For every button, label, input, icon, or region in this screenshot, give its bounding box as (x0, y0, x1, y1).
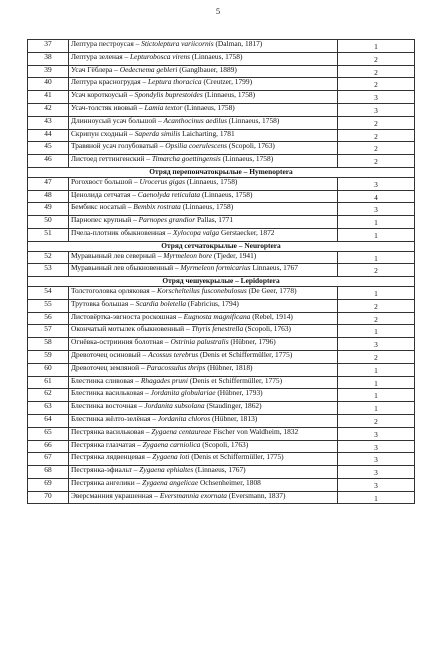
species-name (69, 116, 338, 129)
latin-name: Oedecnema gebleri (119, 64, 178, 74)
author-citation: (Denis et Schiffermüller, 1775) (189, 452, 284, 462)
latin-name: Zygaena centaureae (151, 426, 212, 436)
species-name (69, 440, 338, 453)
species-name (69, 350, 338, 363)
category-value: 1 (338, 491, 415, 504)
table-row (28, 402, 415, 415)
category-value: 1 (338, 251, 415, 264)
table-row (28, 350, 415, 363)
author-citation: Pallas, 1771 (195, 215, 234, 225)
russian-name: Лептура зеленая – (71, 51, 131, 61)
species-name (69, 402, 338, 415)
species-name (69, 216, 338, 229)
category-value: 1 (338, 402, 415, 415)
russian-name: Блестинка жёлто-зелёная – (71, 413, 158, 423)
russian-name: Усач-толстяк ивовый – (71, 102, 145, 112)
table-row (28, 177, 415, 190)
latin-name: Jordanita chloros (157, 413, 211, 423)
row-number: 45 (28, 142, 69, 155)
author-citation: (Hübner, 1796) (228, 337, 276, 347)
latin-name: Lepturobosca virens (130, 51, 191, 61)
author-citation: (Linnaeus, 1758) (202, 90, 256, 100)
table-row (28, 116, 415, 129)
russian-name: Парнопес крупный – (71, 215, 139, 225)
row-number: 48 (28, 190, 69, 203)
row-number: 67 (28, 453, 69, 466)
table-row (28, 325, 415, 338)
category-value: 2 (338, 155, 415, 168)
latin-name: Eversmannia exornata (159, 490, 227, 500)
latin-name: Acanthocinus aedilus (163, 115, 227, 125)
latin-name: Rhagades pruni (140, 375, 188, 385)
section-title: Отряд чешуекрылые – Lepidoptera (28, 277, 415, 287)
species-name (69, 78, 338, 91)
table-row (28, 103, 415, 116)
table-row (28, 491, 415, 504)
author-citation: (Linnaeus, 1758) (180, 202, 234, 212)
row-number: 56 (28, 312, 69, 325)
row-number: 44 (28, 129, 69, 142)
latin-name: Zygaena carniolica (142, 439, 201, 449)
category-value: 2 (338, 116, 415, 129)
species-name (69, 203, 338, 216)
author-citation: (Scopoli, 1763) (200, 439, 249, 449)
category-value: 1 (338, 389, 415, 402)
category-value: 2 (338, 65, 415, 78)
table-row (28, 376, 415, 389)
species-name (69, 478, 338, 491)
category-value: 3 (338, 91, 415, 104)
russian-name: Блестинка восточная – (71, 401, 145, 411)
species-name (69, 177, 338, 190)
russian-name: Листовёртка-эвгноста роскошная – (71, 311, 184, 321)
row-number: 49 (28, 203, 69, 216)
category-value: 1 (338, 216, 415, 229)
author-citation: (Staudinger, 1862) (204, 401, 262, 411)
table-row (28, 251, 415, 264)
row-number: 65 (28, 427, 69, 440)
latin-name: Timarcha goettingensis (151, 154, 221, 164)
author-citation: (Tjeder, 1941) (212, 250, 257, 260)
row-number: 60 (28, 363, 69, 376)
row-number: 37 (28, 40, 69, 53)
author-citation: (Fabricius, 1794) (186, 298, 239, 308)
category-value: 2 (338, 312, 415, 325)
species-name (69, 91, 338, 104)
row-number: 53 (28, 264, 69, 277)
row-number: 57 (28, 325, 69, 338)
row-number: 50 (28, 216, 69, 229)
russian-name: Скрипун сходный – (71, 128, 135, 138)
latin-name: Korschelteilus fusconebulosus (157, 285, 247, 295)
category-value: 1 (338, 286, 415, 299)
category-value: 2 (338, 299, 415, 312)
species-name (69, 190, 338, 203)
latin-name: Myrmeleon bore (163, 250, 213, 260)
author-citation: (Linnaeus, 1767) (193, 465, 246, 475)
russian-name: Блестинка васильковая – (71, 388, 151, 398)
author-citation: (Linnaeus, 1758) (182, 102, 235, 112)
author-citation: Fischer von Waldheim, 1832 (211, 426, 299, 436)
species-table (27, 39, 415, 504)
russian-name: Усач Гёблера – (71, 64, 120, 74)
latin-name: Lamia textor (144, 102, 183, 112)
author-citation: (Linnaeus, 1758) (226, 115, 280, 125)
row-number: 63 (28, 402, 69, 415)
species-name (69, 466, 338, 479)
row-number: 58 (28, 338, 69, 351)
category-value: 3 (338, 466, 415, 479)
latin-name: Bembix rostrata (133, 202, 181, 212)
row-number: 54 (28, 286, 69, 299)
row-number: 59 (28, 350, 69, 363)
species-name (69, 286, 338, 299)
latin-name: Opsilia coerulescens (165, 141, 228, 151)
russian-name: Пестрянка глазчатая – (71, 439, 143, 449)
russian-name: Огнёвка-острииния болотная – (71, 337, 171, 347)
species-name (69, 299, 338, 312)
author-citation: (Linnaeus, 1758) (200, 189, 253, 199)
category-value: 3 (338, 103, 415, 116)
species-name (69, 491, 338, 504)
russian-name: Ценолида сетчатая – (71, 189, 138, 199)
table-row (28, 78, 415, 91)
author-citation: (De Geer, 1778) (246, 285, 297, 295)
category-value: 2 (338, 142, 415, 155)
latin-name: Jordanita globulariae (150, 388, 216, 398)
row-number: 40 (28, 78, 69, 91)
table-row (28, 414, 415, 427)
table-row (28, 312, 415, 325)
species-name (69, 65, 338, 78)
russian-name: Пестрянка ангелики – (71, 477, 143, 487)
species-name (69, 264, 338, 277)
category-value: 3 (338, 203, 415, 216)
row-number: 62 (28, 389, 69, 402)
category-value: 2 (338, 78, 415, 91)
category-value: 2 (338, 52, 415, 65)
row-number: 61 (28, 376, 69, 389)
table-row (28, 440, 415, 453)
russian-name: Древоточец осиновый – (71, 349, 149, 359)
category-value: 3 (338, 453, 415, 466)
russian-name: Толстоголовка орляковая – (71, 285, 158, 295)
species-name (69, 427, 338, 440)
row-number: 41 (28, 91, 69, 104)
table-row (28, 466, 415, 479)
species-name (69, 376, 338, 389)
category-value: 3 (338, 177, 415, 190)
table-row (28, 129, 415, 142)
category-value: 2 (338, 264, 415, 277)
species-name (69, 142, 338, 155)
category-value: 1 (338, 325, 415, 338)
species-name (69, 103, 338, 116)
russian-name: Пестрянка васильковая – (71, 426, 152, 436)
table-row (28, 363, 415, 376)
species-name (69, 52, 338, 65)
row-number: 52 (28, 251, 69, 264)
table-row (28, 203, 415, 216)
section-title: Отряд сетчатокрылые – Neuroptera (28, 241, 415, 251)
species-name (69, 338, 338, 351)
table-row (28, 264, 415, 277)
russian-name: Древоточец земляной – (71, 362, 147, 372)
species-table-body (28, 40, 415, 504)
latin-name: Thyris fenestrella (191, 324, 244, 334)
author-citation: (Scopoli, 1763) (227, 141, 275, 151)
author-citation: (Linnaeus, 1758) (220, 154, 274, 164)
latin-name: Ostrinia palustralis (170, 337, 229, 347)
author-citation: (Eversmann, 1837) (226, 490, 286, 500)
table-row (28, 299, 415, 312)
table-row (28, 40, 415, 53)
table-row (28, 427, 415, 440)
species-name (69, 228, 338, 241)
species-name (69, 155, 338, 168)
row-number: 46 (28, 155, 69, 168)
category-value: 2 (338, 129, 415, 142)
table-row (28, 65, 415, 78)
page-number: 5 (215, 6, 221, 16)
russian-name: Пестрянка лядвенцевая – (71, 452, 153, 462)
row-number: 64 (28, 414, 69, 427)
author-citation: (Denis et Schiffermüller, 1775) (198, 349, 293, 359)
latin-name: Eugnosta magnificana (183, 311, 251, 321)
row-number: 70 (28, 491, 69, 504)
russian-name: Усач короткоусый – (71, 90, 135, 100)
category-value: 2 (338, 414, 415, 427)
latin-name: Zygaena loti (152, 452, 190, 462)
table-row (28, 453, 415, 466)
species-name (69, 414, 338, 427)
row-number: 69 (28, 478, 69, 491)
author-citation: Gerstaecker, 1872 (219, 227, 275, 237)
russian-name: Муравьиный лев северный – (71, 250, 164, 260)
latin-name: Caenolyda reticulata (137, 189, 201, 199)
latin-name: Paracossulus thrips (146, 362, 206, 372)
author-citation: (Ganglbauer, 1889) (177, 64, 237, 74)
row-number: 43 (28, 116, 69, 129)
author-citation: (Denis et Schiffermüller, 1775) (187, 375, 283, 385)
russian-name: Пестрянка-эфиальт – (71, 465, 140, 475)
table-row (28, 338, 415, 351)
table-row (28, 142, 415, 155)
latin-name: Zygaena ephialtes (139, 465, 194, 475)
category-value: 1 (338, 376, 415, 389)
category-value: 1 (338, 363, 415, 376)
table-row (28, 228, 415, 241)
latin-name: Spondylis buprestoides (134, 90, 203, 100)
table-row (28, 190, 415, 203)
table-row (28, 52, 415, 65)
author-citation: (Dalman, 1817) (213, 39, 263, 48)
russian-name: Окончатый мотылек обыкновенный – (71, 324, 192, 334)
russian-name: Длинноусый усач большой – (71, 115, 164, 125)
category-value: 3 (338, 427, 415, 440)
row-number: 55 (28, 299, 69, 312)
section-title: Отряд перепончатокрылые – Hymenoptera (28, 167, 415, 177)
latin-name: Parnopes grandior (138, 215, 196, 225)
category-value: 3 (338, 338, 415, 351)
species-name (69, 453, 338, 466)
russian-name: Трутовка большая – (71, 298, 136, 308)
author-citation: (Scopoli, 1763) (243, 324, 292, 334)
russian-name: Бембикс носатый – (71, 202, 134, 212)
species-name (69, 129, 338, 142)
category-value: 1 (338, 40, 415, 53)
row-number: 47 (28, 177, 69, 190)
author-citation: Ochsenheimer, 1808 (198, 477, 261, 487)
latin-name: Urocerus gigas (139, 176, 186, 186)
category-value: 4 (338, 190, 415, 203)
species-name (69, 389, 338, 402)
latin-name: Acossus terebrus (148, 349, 199, 359)
latin-name: Stictoleptura variicornis (141, 39, 214, 48)
latin-name: Zygaena angelicae (142, 477, 199, 487)
species-name (69, 325, 338, 338)
author-citation: (Hübner, 1818) (205, 362, 253, 372)
latin-name: Saperda similis (134, 128, 181, 138)
row-number: 39 (28, 65, 69, 78)
latin-name: Xylocopa valga (172, 227, 220, 237)
row-number: 66 (28, 440, 69, 453)
author-citation: (Creutzer, 1799) (201, 77, 253, 87)
species-name (69, 40, 338, 53)
species-name (69, 312, 338, 325)
russian-name: Лептура красногрудая – (71, 77, 149, 87)
russian-name: Листоед геттингенский – (71, 154, 152, 164)
author-citation: (Hübner, 1813) (210, 413, 258, 423)
row-number: 42 (28, 103, 69, 116)
latin-name: Myrmeleon formicarius (180, 263, 251, 273)
category-value: 2 (338, 350, 415, 363)
table-row (28, 216, 415, 229)
russian-name: Лептура пестроусая – (71, 39, 142, 48)
table-row (28, 286, 415, 299)
latin-name: Leptura thoracica (148, 77, 202, 87)
author-citation: (Linnaeus, 1758) (185, 176, 238, 186)
russian-name: Эверсманния украшенная – (71, 490, 160, 500)
author-citation: (Hübner, 1793) (215, 388, 263, 398)
species-name (69, 363, 338, 376)
table-row (28, 478, 415, 491)
author-citation: Laicharting, 1781 (180, 128, 235, 138)
row-number: 51 (28, 228, 69, 241)
category-value: 3 (338, 478, 415, 491)
table-row (28, 155, 415, 168)
author-citation: (Rebel, 1914) (250, 311, 293, 321)
author-citation: Linnaeus, 1767 (250, 263, 298, 273)
row-number: 68 (28, 466, 69, 479)
species-name (69, 251, 338, 264)
russian-name: Блестинка сливовая – (71, 375, 141, 385)
russian-name: Рогохвост большой – (71, 176, 140, 186)
russian-name: Травяной усач голубоватый – (71, 141, 166, 151)
row-number: 38 (28, 52, 69, 65)
table-row (28, 91, 415, 104)
russian-name: Муравьиный лев обыкновенный – (71, 263, 181, 273)
table-row (28, 389, 415, 402)
author-citation: (Linnaeus, 1758) (190, 51, 243, 61)
category-value: 3 (338, 440, 415, 453)
latin-name: Scardia boletella (135, 298, 187, 308)
latin-name: Jordanita subsolana (144, 401, 205, 411)
category-value: 1 (338, 228, 415, 241)
russian-name: Пчела-плотник обыкновенная – (71, 227, 173, 237)
